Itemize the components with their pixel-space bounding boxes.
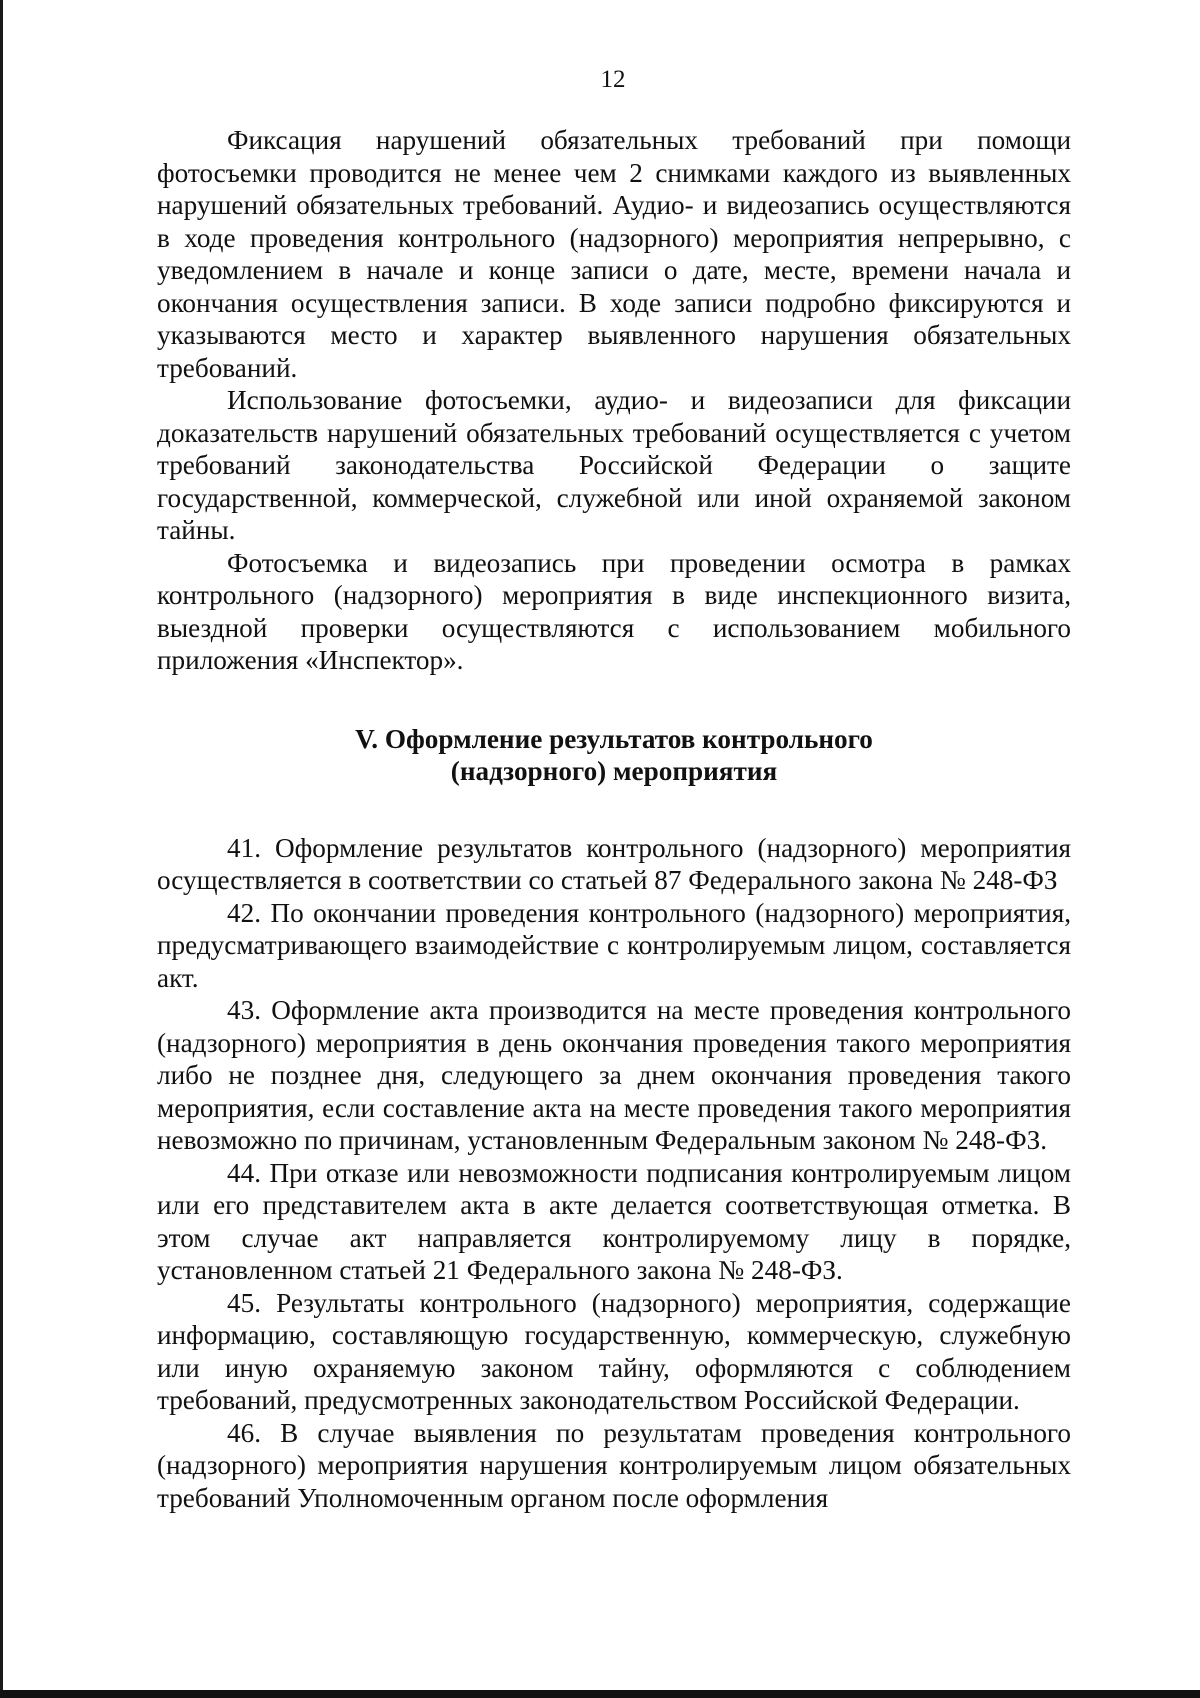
paragraph-item-45: 45. Результаты контрольного (надзорного) мероприятия, содержащие информацию, составляющую государственную, коммерческую, служебную или иную охраняемую законом тайну, оформляются с соблюдением требований, предусмотренных законодательством Российской Федерации.	[157, 1287, 1071, 1415]
paragraph-item-44: 44. При отказе или невозможности подписания контролируемым лицом или его представителем акта в акте делается соответствующая отметка. В этом случае акт направляется контролируемому лицу в порядке, установленном статьей 21 Федерального закона № 248-ФЗ.	[157, 1157, 1071, 1285]
paragraph-inspector-app: Фотосъемка и видеозапись при проведении осмотра в рамках контрольного (надзорного) мероприятия в виде инспекционного визита, выездной проверки осуществляются с использованием мобильного приложения «Инспектор».	[157, 547, 1071, 675]
section-heading	[157, 723, 1071, 788]
paragraph-item-41: 41. Оформление результатов контрольного (надзорного) мероприятия осуществляется в соответствии со статьей 87 Федерального закона № 248-ФЗ	[157, 832, 1071, 895]
paragraph-photo-fixation: Фиксация нарушений обязательных требований при помощи фотосъемки проводится не менее чем 2 снимками каждого из выявленных нарушений обязательных требований. Аудио- и видеозапись осуществляются в ходе проведения контрольного (надзорного) мероприятия непрерывно, с уведомлением в начале и конце записи о дате, месте, времени начала и окончания осуществления записи. В ходе записи подробно фиксируются и указываются место и характер выявленного нарушения обязательных требований.	[157, 125, 1071, 383]
scan-edge-left	[0, 0, 3, 1698]
paragraph-use-of-recording: Использование фотосъемки, аудио- и видеозаписи для фиксации доказательств нарушений обязательных требований осуществляется с учетом требований законодательства Российской Федерации о защите государственной, коммерческой, служебной или иной охраняемой законом тайны.	[157, 385, 1071, 545]
page-number: 12	[600, 66, 626, 93]
paragraph-item-43: 43. Оформление акта производится на месте проведения контрольного (надзорного) мероприятия в день окончания проведения такого мероприятия либо не позднее дня, следующего за днем окончания проведения такого мероприятия, если составление акта на месте проведения такого мероприятия невозможно по причинам, установленным Федеральным законом № 248-ФЗ.	[157, 995, 1071, 1155]
paragraph-item-42: 42. По окончании проведения контрольного (надзорного) мероприятия, предусматривающего взаимодействие с контролируемым лицом, составляется акт.	[157, 897, 1071, 993]
document-body	[157, 124, 1071, 1514]
section-heading-line-1: V. Оформление результатов контрольного	[355, 723, 873, 754]
section-heading-line-2: (надзорного) мероприятия	[450, 756, 778, 786]
scan-edge-bottom	[0, 1690, 1200, 1698]
paragraph-item-46: 46. В случае выявления по результатам проведения контрольного (надзорного) мероприятия нарушения контролируемым лицом обязательных требований Уполномоченным органом после оформления	[157, 1417, 1071, 1513]
